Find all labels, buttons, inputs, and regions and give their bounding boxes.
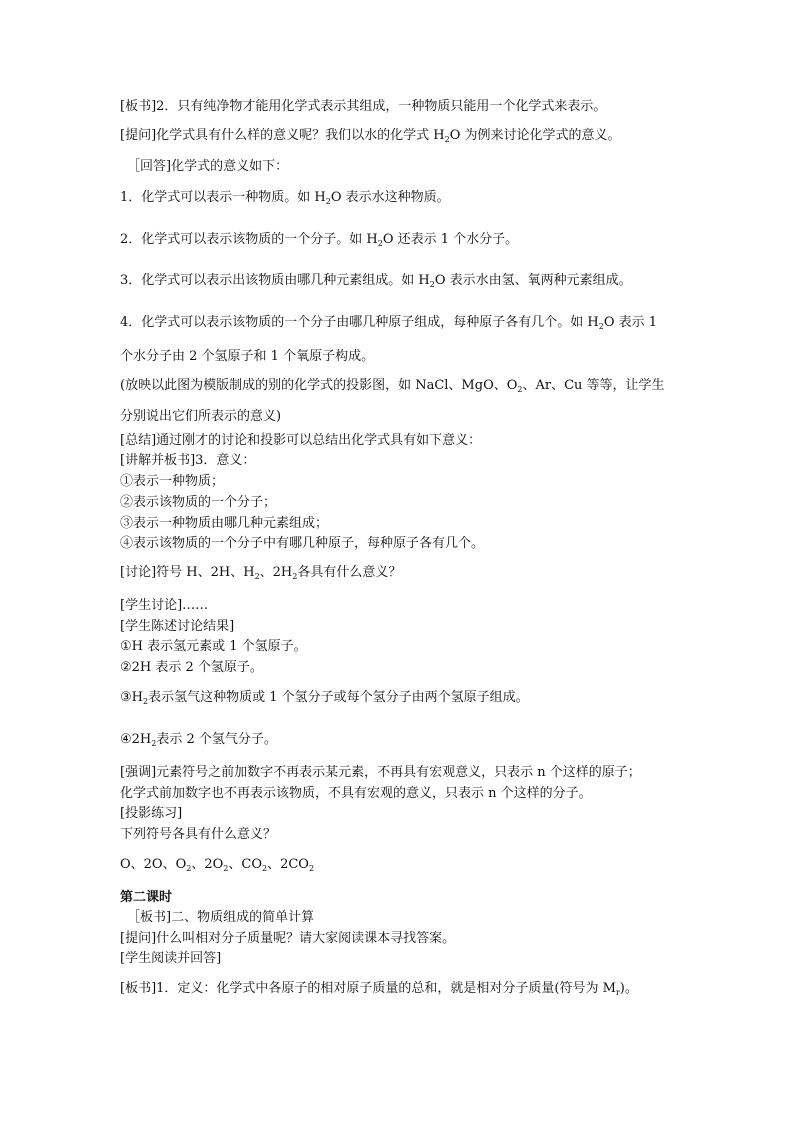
text-line: O、2O、$O_2$、$2O_2$、$CO_2$、$2CO_2$	[120, 857, 315, 873]
text-line: 2．化学式可以表示该物质的一个分子。如 $H_2O$ 还表示 1 个水分子。	[120, 232, 519, 248]
text-line: 4．化学式可以表示该物质的一个分子由哪几种原子组成，每种原子各有几个。如 $H_2O$ 表示 1	[120, 315, 658, 331]
text-line: ［回答]化学式的意义如下：	[127, 159, 289, 174]
text-line: 1．化学式可以表示一种物质。如 $H_2O$ 表示水这种物质。	[120, 190, 450, 206]
text-line: ①H 表示氢元素或 1 个氢原子。	[120, 639, 307, 654]
text-line: [讨论]符号 H、2H、$H_2$、$2H_2$各具有什么意义？	[120, 565, 402, 581]
text-line: 化学式前加数字也不再表示该物质，不具有宏观的意义，只表示 n 个这样的分子。	[120, 786, 592, 801]
text-line: ②表示该物质的一个分子；	[120, 495, 277, 510]
text-line: (放映以此图为模版制成的别的化学式的投影图，如 NaCl、MgO、$O_2$、Ar、Cu 等等，让学生	[120, 378, 665, 394]
text-line: [提问]什么叫相对分子质量呢？请大家阅读课本寻找答案。	[120, 931, 456, 946]
text-line: [板书]1．定义：化学式中各原子的相对原子质量的总和，就是相对分子质量(符号为 $M_r$)。	[120, 981, 638, 997]
text-line: 个水分子由 2 个氢原子和 1 个氧原子构成。	[120, 349, 375, 364]
text-line: [学生阅读并回答]	[120, 951, 222, 966]
text-line: ④表示该物质的一个分子中有哪几种原子，每种原子各有几个。	[120, 536, 485, 551]
text-line: [总结]通过刚才的讨论和投影可以总结出化学式具有如下意义：	[120, 433, 482, 448]
text-line: [提问]化学式具有什么样的意义呢？我们以水的化学式 $H_2O$ 为例来讨论化学式的意义。	[120, 128, 621, 144]
text-line: ②2H 表示 2 个氢原子。	[120, 660, 263, 675]
text-line: 下列符号各具有什么意义？	[120, 827, 277, 842]
text-line: ［板书]二、物质组成的简单计算	[127, 910, 315, 925]
text-line: $③H_2$表示氢气这种物质或 1 个氢分子或每个氢分子由两个氢原子组成。	[120, 690, 529, 706]
text-line: [强调]元素符号之前加数字不再表示某元素，不再具有宏观意义，只表示 n 个这样的原子；	[120, 765, 641, 780]
text-line: [讲解并板书]3．意义：	[120, 453, 256, 468]
text-line: ③表示一种物质由哪几种元素组成；	[120, 516, 329, 531]
text-line: [投影练习]	[120, 806, 183, 821]
text-line: ①表示一种物质；	[120, 474, 225, 489]
text-line: $④2H_2$表示 2 个氢气分子。	[120, 732, 277, 748]
text-line: 分别说出它们所表示的意义)	[120, 409, 282, 424]
text-line: 3．化学式可以表示出该物质由哪几种元素组成。如 $H_2O$ 表示水由氢、氧两种元素组成。	[120, 273, 632, 289]
text-line: [学生陈述讨论结果]	[120, 619, 235, 634]
section-heading: 第二课时	[120, 890, 173, 905]
text-line: [学生讨论]……	[120, 598, 209, 613]
text-line: [板书]2．只有纯净物才能用化学式表示其组成，一种物质只能用一个化学式来表示。	[120, 99, 607, 114]
